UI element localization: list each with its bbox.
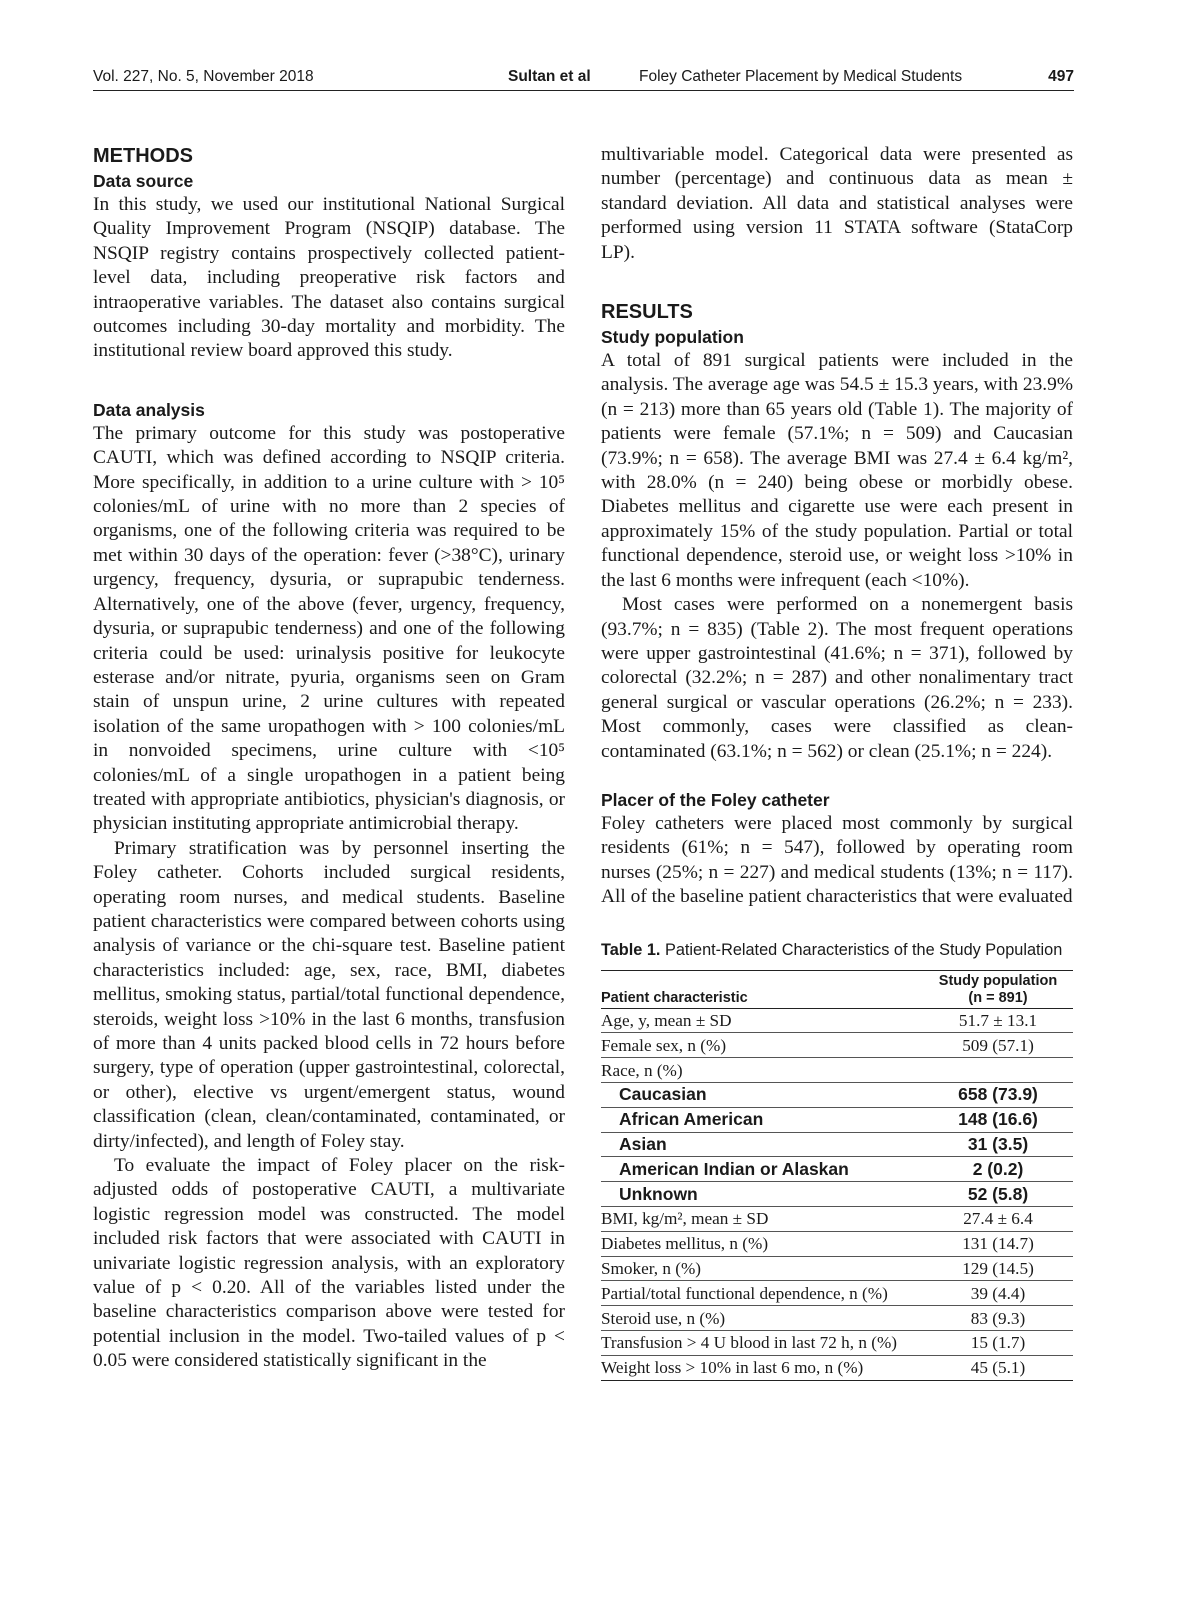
table-caption-text: Patient-Related Characteristics of the Study Population [664,940,1063,959]
row-label: African American [601,1107,923,1132]
study-population-paragraph-1: A total of 891 surgical patients were included in the analysis. The average age was 54.5 ± 15.3 years, with 23.9% (n = 213) more than 65 years old (Table 1). The majority of patients were female (57.1%; n = 509) and Caucasian (73.9%; n = 658). The average BMI was 27.4 ± 6.4 kg/m², with 28.0% (n = 240) being obese or morbidly obese. Diabetes mellitus and cigarette use were each present in approximately 15% of the study population. Partial or total functional dependence, steroid use, or weight loss >10% in the last 6 months were infrequent (each <10%). [601,350,1073,591]
study-population-heading: Study population [601,327,744,348]
data-source-heading: Data source [93,171,194,191]
patient-characteristics-table [601,970,1073,1381]
row-label: American Indian or Alaskan [601,1157,923,1182]
data-analysis-paragraph-2: Primary stratification was by personnel inserting the Foley catheter. Cohorts included surgical residents, operating room nurses, and medical students. Baseline patient characteristics were compared between cohorts using analysis of variance or the chi-square test. Baseline patient characteristics included: age, sex, race, BMI, diabetes mellitus, smoking status, partial/total functional dependence, steroids, weight loss >10% in the last 6 months, transfusion of more than 4 units packed blood cells in 72 hours before surgery, type of operation (upper gastrointestinal, colorectal, or other), elective vs urgent/emergent status, wound classification (clean, clean/contaminated, contaminated, or dirty/infected), and length of Foley stay. [93,837,565,1152]
row-label: Age, y, mean ± SD [601,1008,923,1033]
table-label: Table 1. [601,940,661,959]
table-row [601,1157,1073,1182]
table-caption [601,940,1073,960]
row-value: 51.7 ± 13.1 [923,1008,1073,1033]
table-row [601,1082,1073,1107]
table-row [601,1107,1073,1132]
row-value: 39 (4.4) [923,1281,1073,1306]
table-row [601,1281,1073,1306]
row-value: 131 (14.7) [923,1231,1073,1256]
row-value [923,1058,1073,1083]
results-heading: RESULTS [601,301,693,324]
row-label: Race, n (%) [601,1058,923,1083]
table-row [601,1256,1073,1281]
row-value: 2 (0.2) [923,1157,1073,1182]
table-row [601,1132,1073,1157]
row-label: Transfusion > 4 U blood in last 72 h, n (%) [601,1330,923,1355]
row-label: Caucasian [601,1082,923,1107]
table-header-population-line2: (n = 891) [968,989,1028,1006]
table-row [601,1306,1073,1331]
journal-volume: Vol. 227, No. 5, November 2018 [93,68,314,85]
table-row [601,1182,1073,1207]
row-label: BMI, kg/m², mean ± SD [601,1206,923,1231]
placer-heading: Placer of the Foley catheter [601,789,830,810]
row-label: Asian [601,1132,923,1157]
row-value: 27.4 ± 6.4 [923,1206,1073,1231]
left-column [93,143,565,1374]
row-label: Steroid use, n (%) [601,1306,923,1331]
running-authors: Sultan et al [508,68,591,85]
row-label: Weight loss > 10% in last 6 mo, n (%) [601,1355,923,1380]
running-title: Foley Catheter Placement by Medical Students [639,68,963,85]
table-row [601,1058,1073,1083]
row-value: 658 (73.9) [923,1082,1073,1107]
table-row [601,1330,1073,1355]
running-header [93,64,1074,91]
row-value: 52 (5.8) [923,1182,1073,1207]
row-value: 129 (14.5) [923,1256,1073,1281]
row-label: Female sex, n (%) [601,1033,923,1058]
table-row [601,1231,1073,1256]
row-value: 509 (57.1) [923,1033,1073,1058]
row-label: Smoker, n (%) [601,1256,923,1281]
table-row [601,1355,1073,1380]
page-number: 497 [1048,68,1074,85]
row-label: Diabetes mellitus, n (%) [601,1231,923,1256]
right-column [601,143,1073,1381]
row-value: 148 (16.6) [923,1107,1073,1132]
data-source-paragraph: In this study, we used our institutional National Surgical Quality Improvement Program (NSQIP) database. The NSQIP registry contains prospectively collected patient-level data, including preoperative risk factors and intraoperative variables. The dataset also contains surgical outcomes including 30-day mortality and morbidity. The institutional review board approved this study. [93,194,565,362]
row-label: Partial/total functional dependence, n (%) [601,1281,923,1306]
table-row [601,1206,1073,1231]
data-analysis-heading: Data analysis [93,399,205,420]
row-value: 45 (5.1) [923,1355,1073,1380]
table-row [601,1033,1073,1058]
row-value: 83 (9.3) [923,1306,1073,1331]
continuation-paragraph: multivariable model. Categorical data were presented as number (percentage) and continuous data as mean ± standard deviation. All data and statistical analyses were performed using version 11 STATA software (StataCorp LP). [601,144,1073,263]
study-population-paragraph-2: Most cases were performed on a nonemergent basis (93.7%; n = 835) (Table 2). The most frequent operations were upper gastrointestinal (41.6%; n = 371), followed by colorectal (32.2%; n = 287) and other nonalimentary tract general surgical or vascular operations (26.2%; n = 233). Most commonly, cases were classified as clean-contaminated (63.1%; n = 562) or clean (25.1%; n = 224). [601,594,1073,762]
row-value: 31 (3.5) [923,1132,1073,1157]
row-value: 15 (1.7) [923,1330,1073,1355]
table-header-characteristic: Patient characteristic [601,970,923,1008]
table-header-population-line1: Study population [938,972,1058,989]
placer-paragraph: Foley catheters were placed most commonly by surgical residents (61%; n = 547), followed by operating room nurses (25%; n = 227) and medical students (13%; n = 117). All of the baseline patient characteristics that were evaluated [601,812,1073,908]
table-row [601,1008,1073,1033]
table-header-population [923,970,1073,1008]
data-analysis-paragraph-3: To evaluate the impact of Foley placer on the risk-adjusted odds of postoperative CAUTI, a multivariate logistic regression model was constructed. The model included risk factors that were associated with CAUTI in univariate logistic regression analysis, with an exploratory value of p < 0.20. All of the variables listed under the baseline characteristics comparison above were tested for potential inclusion in the model. Two-tailed values of p < 0.05 were considered statistically significant in the [93,1155,565,1372]
data-analysis-paragraph-1: The primary outcome for this study was postoperative CAUTI, which was defined according to NSQIP criteria. More specifically, in addition to a urine culture with > 10⁵ colonies/mL of urine with no more than 2 species of organisms, one of the following criteria was required to be met within 30 days of the operation: fever (>38°C), urinary urgency, frequency, dysuria, or suprapubic tenderness. Alternatively, one of the above (fever, urgency, frequency, dysuria, or suprapubic tenderness) and one of the following criteria could be used: urinalysis positive for leukocyte esterase and/or nitrate, pyuria, organisms seen on Gram stain of unspun urine, 2 urine cultures with repeated isolation of the same uropathogen with > 100 colonies/mL in nonvoided specimens, urine culture with <10⁵ colonies/mL of a single uropathogen in a patient being treated with appropriate antibiotics, physician's diagnosis, or physician instituting appropriate antimicrobial therapy. [93,422,565,835]
row-label: Unknown [601,1182,923,1207]
methods-heading: METHODS [93,145,193,167]
